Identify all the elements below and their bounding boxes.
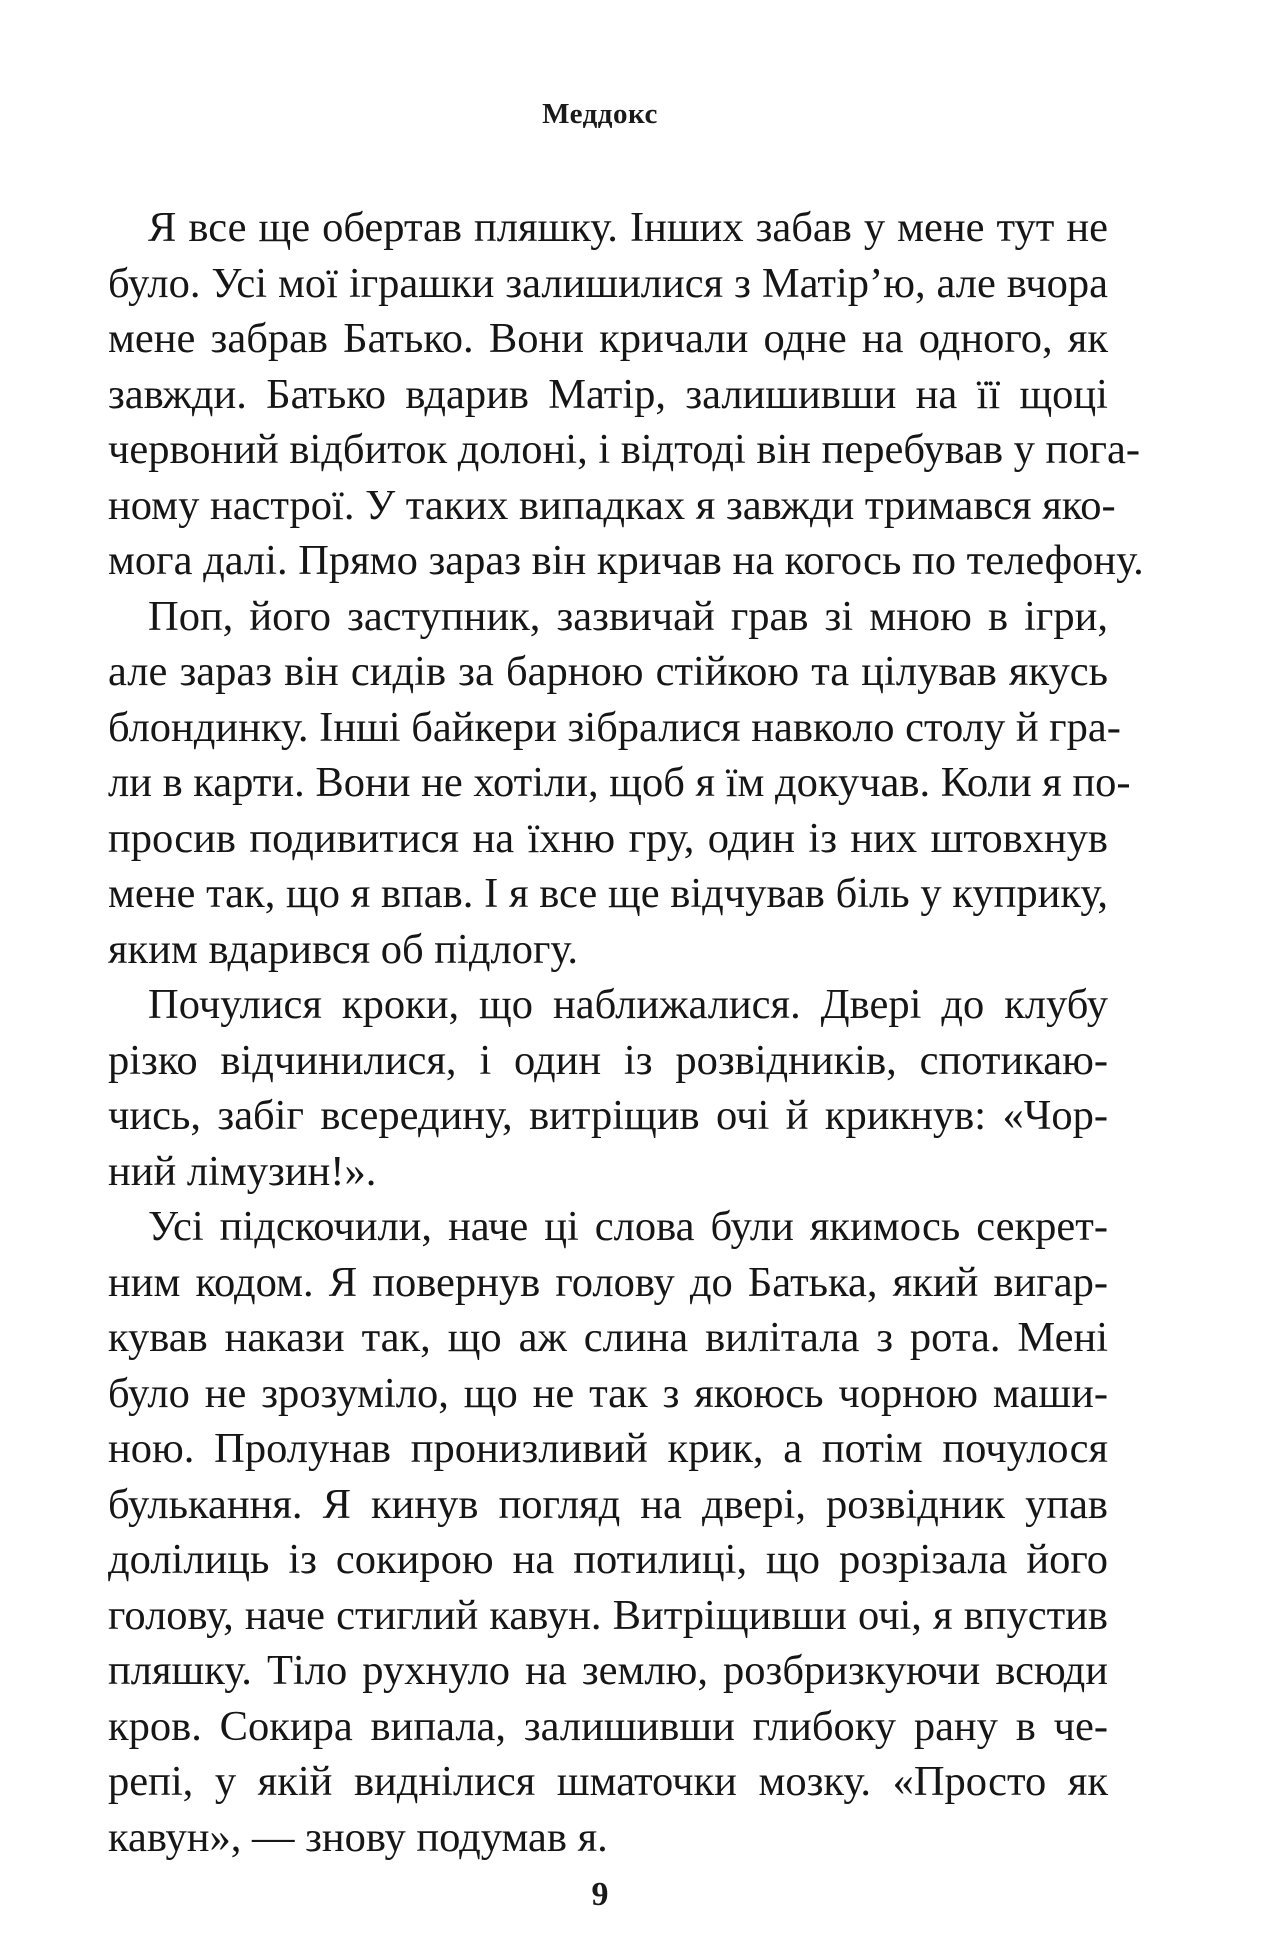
text-line: ному настрої. У таких випадках я завжди тримався яко- [108, 481, 1116, 529]
text-line: ний лімузин!». [108, 1147, 377, 1195]
text-line: червоний відбиток долоні, і відтоді він перебував у пога- [108, 426, 1140, 473]
text-line: мене забрав Батько. Вони кричали одне на одного, як [108, 315, 1108, 362]
paragraph [108, 589, 1131, 978]
text-line: чись, забіг всередину, витріщив очі й крикнув: «Чор- [108, 1092, 1108, 1139]
paragraph [108, 977, 1108, 1199]
text-line: булькання. Я кинув погляд на двері, розвідник упав [108, 1480, 1108, 1528]
text-line: але зараз він сидів за барною стійкою та цілував якусь [108, 648, 1108, 695]
page-number: 9 [591, 1876, 609, 1913]
running-head: Меддокс [542, 98, 658, 130]
text-line: блондинку. Інші байкери зібралися навколо столу й гра- [108, 703, 1121, 751]
text-line: ною. Пролунав пронизливий крик, а потім почулося [108, 1425, 1108, 1472]
text-line: яким вдарився об підлогу. [108, 925, 578, 973]
text-line: кував накази так, що аж слина вилітала з рота. Мені [108, 1314, 1108, 1361]
text-line: репі, у якій виднілися шматочки мозку. «Просто як [108, 1758, 1108, 1805]
paragraph [108, 200, 1144, 589]
text-line: кавун», — знову подумав я. [108, 1813, 608, 1861]
text-line: ним кодом. Я повернув голову до Батька, який вигар- [108, 1258, 1108, 1306]
paragraph [108, 1199, 1108, 1865]
text-line: Я все ще обертав пляшку. Інших забав у мене тут не [148, 204, 1108, 251]
text-line: пляшку. Тіло рухнуло на землю, розбризкуючи всюди [108, 1647, 1108, 1694]
text-line: мене так, що я впав. І я все ще відчував біль у куприку, [108, 870, 1108, 917]
text-line: мога далі. Прямо зараз він кричав на когось по телефону. [108, 537, 1144, 584]
body-text [108, 200, 1144, 1865]
text-line: завжди. Батько вдарив Матір, залишивши на її щоці [108, 370, 1108, 418]
text-line: було. Усі мої іграшки залишилися з Матір’ю, але вчора [108, 259, 1108, 307]
text-line: було не зрозуміло, що не так з якоюсь чорною маши- [108, 1369, 1108, 1417]
text-line: кров. Сокира випала, залишивши глибоку рану в че- [108, 1702, 1108, 1750]
text-line: голову, наче стиглий кавун. Витріщивши очі, я впустив [108, 1591, 1108, 1639]
text-line: Поп, його заступник, зазвичай грав зі мною в ігри, [148, 592, 1108, 640]
text-line: Почулися кроки, що наближалися. Двері до клубу [148, 981, 1108, 1028]
text-line: ли в карти. Вони не хотіли, щоб я їм докучав. Коли я по- [108, 759, 1131, 806]
text-line: просив подивитися на їхню гру, один із них штовхнув [108, 814, 1108, 862]
text-line: різко відчинилися, і один із розвідників, спотикаю- [108, 1036, 1108, 1084]
text-line: Усі підскочили, наче ці слова були якимось секрет- [148, 1203, 1108, 1250]
text-line: долілиць із сокирою на потилиці, що розрізала його [108, 1536, 1108, 1583]
